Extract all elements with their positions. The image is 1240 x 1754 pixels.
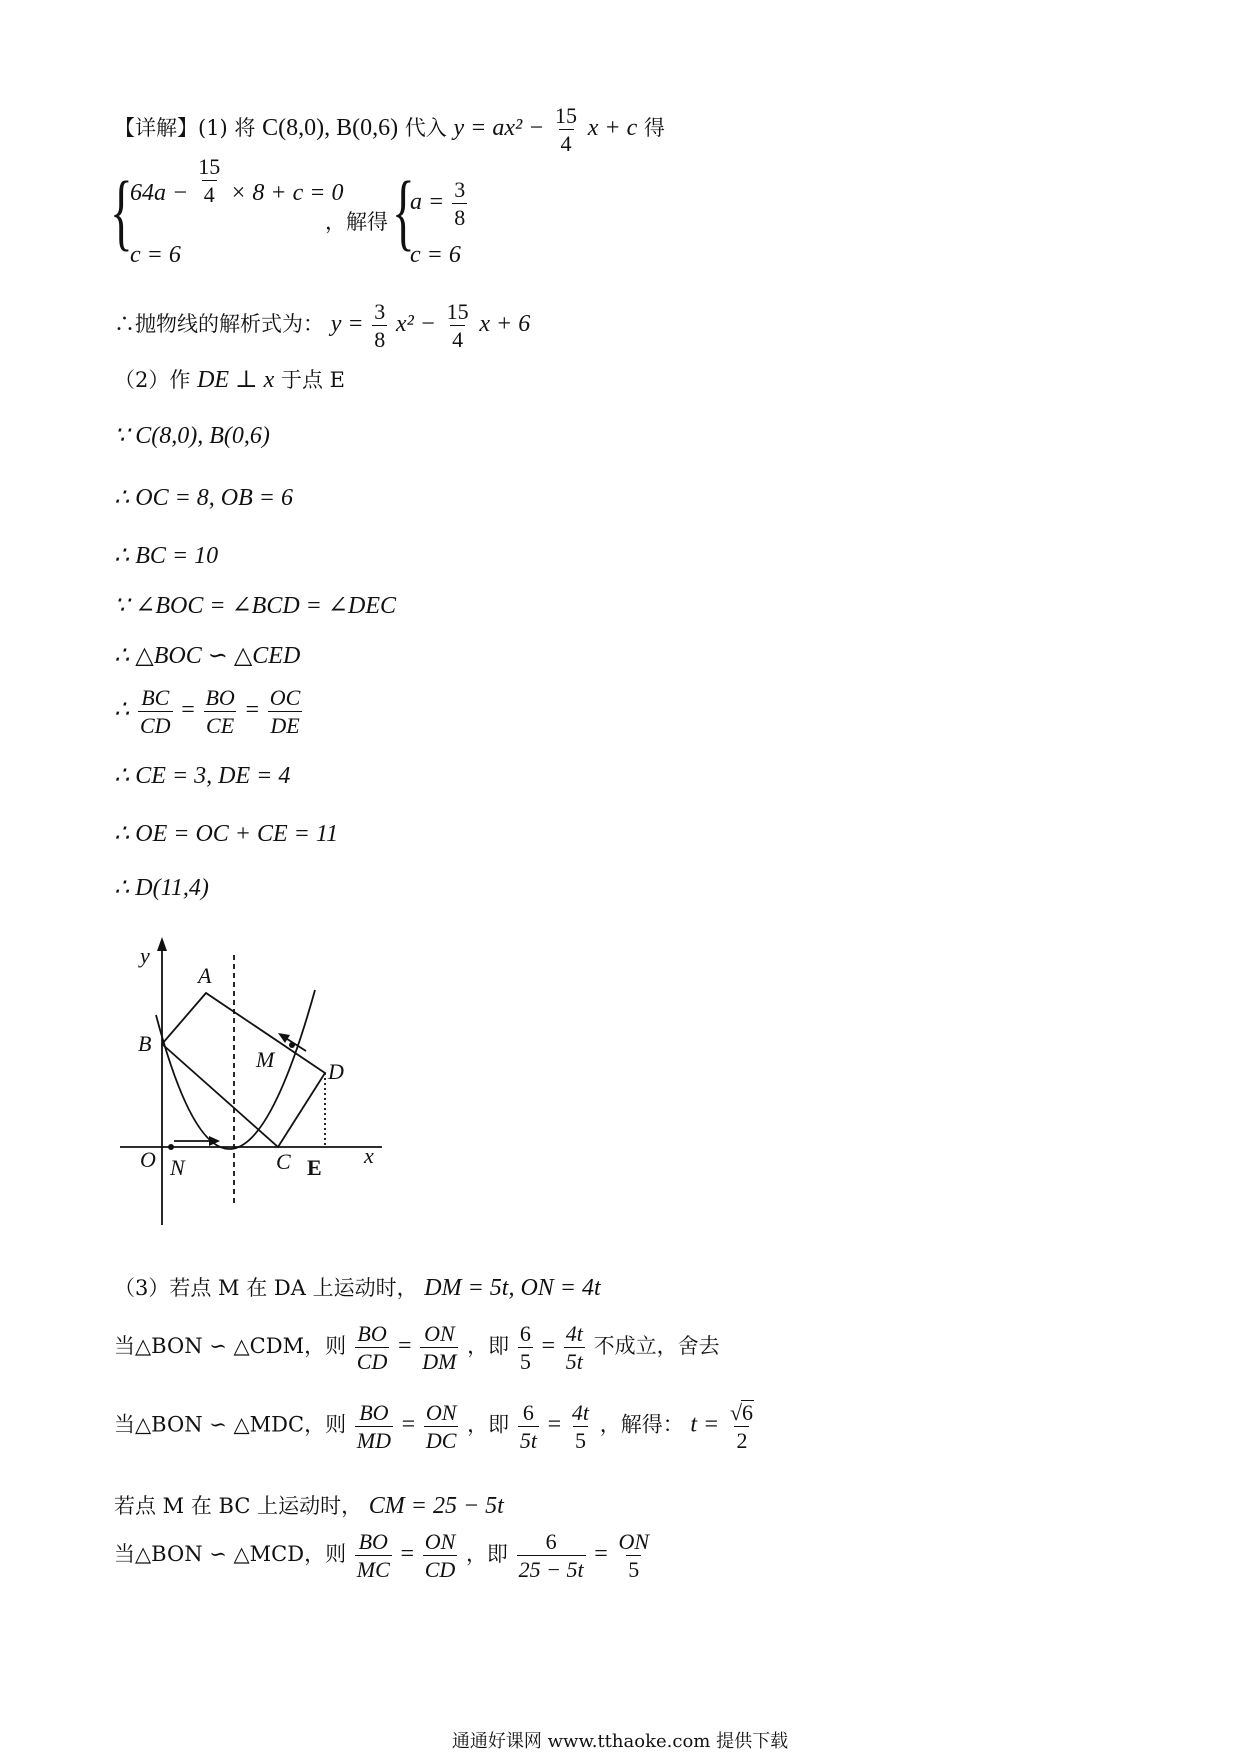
sub-points: C(8,0), B(0,6) bbox=[262, 115, 399, 142]
label-c: C bbox=[276, 1149, 291, 1174]
label-y: y bbox=[140, 943, 150, 968]
step-bc: ∴ BC = 10 bbox=[114, 543, 219, 569]
geometry-figure bbox=[110, 935, 410, 1235]
formula-prefix: y = ax² − bbox=[453, 115, 545, 142]
point-n bbox=[168, 1144, 174, 1150]
label-b: B bbox=[138, 1031, 152, 1056]
step-angles: ∵ ∠BOC = ∠BCD = ∠DEC bbox=[114, 593, 396, 619]
solve-text: ，解得 bbox=[325, 210, 388, 234]
part1-label: 【详解】(1) 将 bbox=[114, 116, 256, 141]
system2-line2: c = 6 bbox=[410, 242, 461, 268]
t-solution: $\frac{√6}{2}$ bbox=[729, 1400, 754, 1454]
de-text: 得 bbox=[643, 116, 665, 141]
page-footer: 通通好课网 www.tthaoke.com 提供下载 bbox=[451, 1731, 789, 1752]
system1-line1: 64a − $\frac{15}{4}$ × 8 + c = 0 bbox=[130, 153, 344, 207]
system-brace-2: { bbox=[392, 163, 415, 259]
system2-line1: a = $\frac{3}{8}$ bbox=[410, 177, 466, 231]
part3-line4: 若点 M 在 BC 上运动时， CM = 25 − 5t bbox=[114, 1493, 504, 1519]
step-similar: ∴ △BOC ∽ △CED bbox=[114, 643, 301, 669]
label-e: E bbox=[307, 1155, 322, 1180]
step-ratios: ∴ $\frac{BC}{CD}$ = $\frac{BO}{CE}$ = $\frac{OC}{DE}$ bbox=[114, 685, 301, 739]
label-n: N bbox=[170, 1155, 185, 1180]
case1-line: 当△BON ∽ △CDM，则 $\frac{BO}{CD}$ = $\frac{ON}{DM}$ ，即 $\frac{6}{5}$ = $\frac{4t}{5t}$ 不成立，舍去 bbox=[114, 1321, 720, 1375]
system1-line2: c = 6 bbox=[130, 242, 181, 268]
part2-intro: （2）作 DE ⊥ x 于点 E bbox=[114, 367, 345, 393]
step-oc-ob: ∴ OC = 8, OB = 6 bbox=[114, 485, 293, 511]
step-given-points: ∵ C(8,0), B(0,6) bbox=[114, 423, 270, 449]
system-brace-1: { bbox=[110, 163, 133, 259]
case3-line: 当△BON ∽ △MCD，则 $\frac{BO}{MC}$ = $\frac{ON}{CD}$ ，即 $\frac{6}{25 - 5t}$ = $\frac{ON}{5}$ bbox=[114, 1529, 650, 1583]
case2-line: 当△BON ∽ △MDC，则 $\frac{BO}{MD}$ = $\frac{ON}{DC}$ ，即 $\frac{6}{5t}$ = $\frac{4t}{5}$ ，解得： t = $\frac{√6}{2}$ bbox=[114, 1400, 758, 1452]
rectangle-abdc bbox=[162, 993, 325, 1147]
label-a: A bbox=[198, 963, 212, 988]
formula-suffix: x + c bbox=[587, 115, 638, 142]
step-oe: ∴ OE = OC + CE = 11 bbox=[114, 821, 339, 847]
y-axis-arrow bbox=[157, 937, 167, 951]
formula-frac: $\frac{15}{4}$ bbox=[555, 103, 578, 157]
part3-line1: （3）若点 M 在 DA 上运动时， DM = 5t, ON = 4t bbox=[114, 1275, 601, 1301]
parabola-result: ∴抛物线的解析式为： y = $\frac{3}{8}$ x² − $\frac{15}{4}$ x + 6 bbox=[114, 299, 531, 353]
label-o: O bbox=[140, 1147, 156, 1172]
step-ce-de: ∴ CE = 3, DE = 4 bbox=[114, 763, 291, 789]
label-d: D bbox=[328, 1059, 344, 1084]
point-m bbox=[289, 1042, 295, 1048]
label-x: x bbox=[364, 1143, 374, 1168]
step-d: ∴ D(11,4) bbox=[114, 875, 209, 901]
label-m: M bbox=[256, 1047, 275, 1072]
into-text: 代入 bbox=[404, 116, 447, 141]
part1-line bbox=[114, 104, 665, 155]
